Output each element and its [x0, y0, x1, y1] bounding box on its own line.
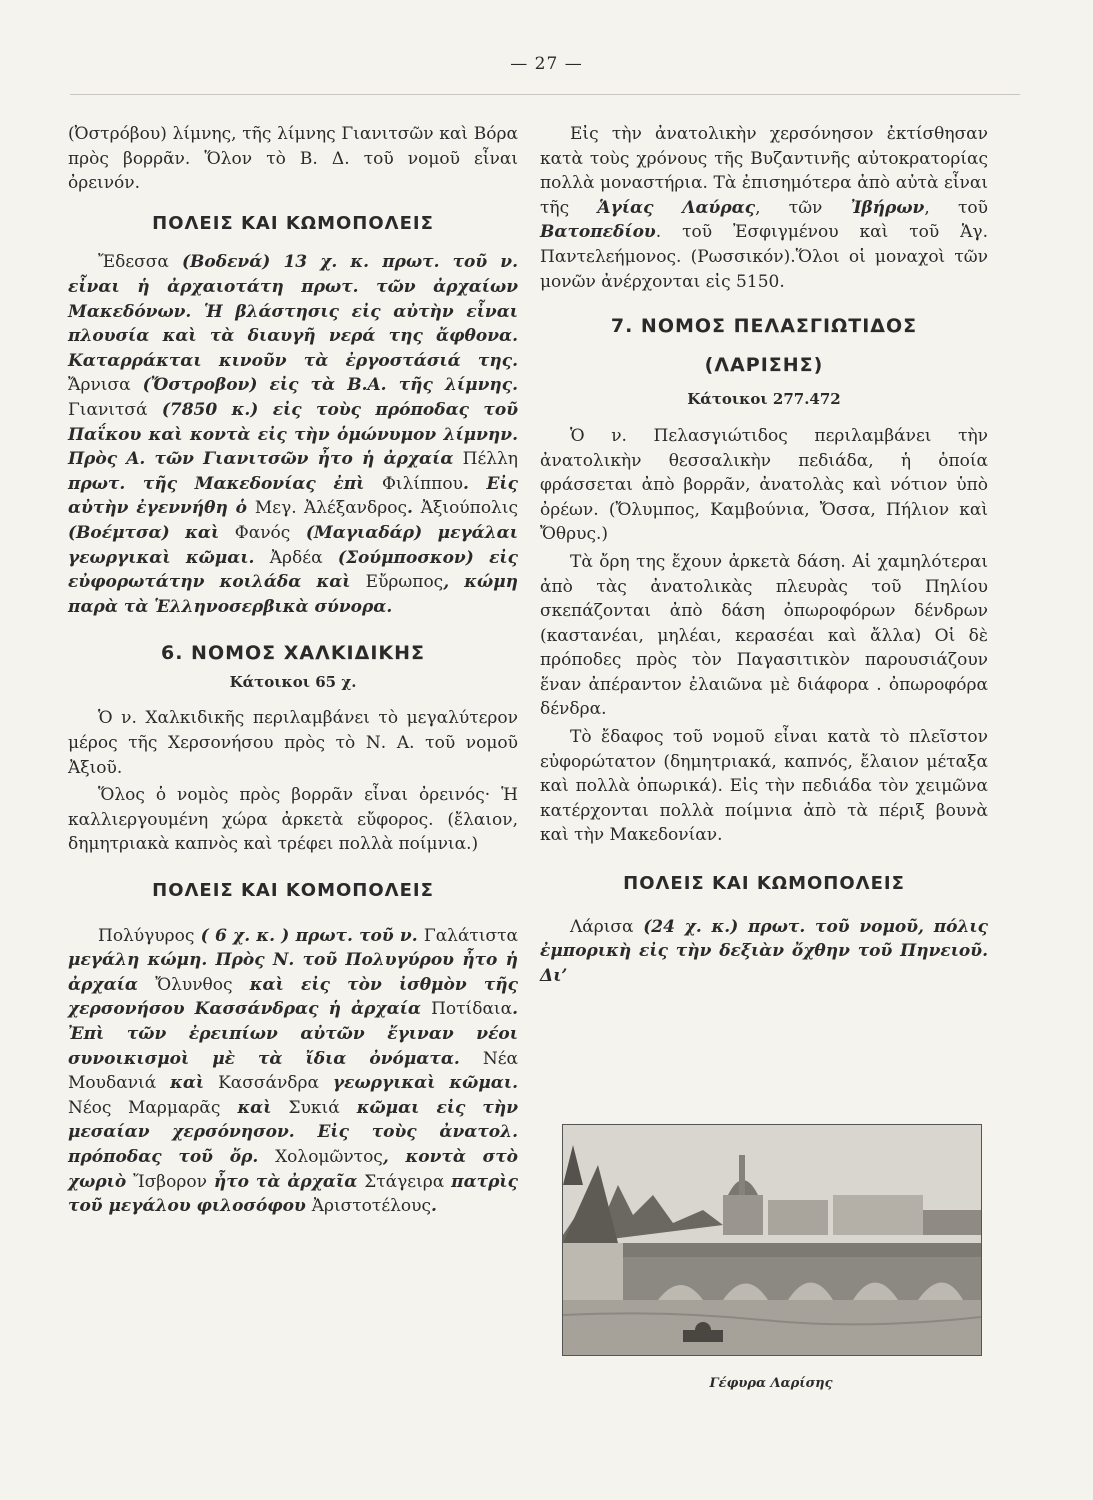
text-run: Μεγ. Ἀλέξανδρος	[254, 498, 407, 519]
text-run: Ἴσβορον	[133, 1171, 207, 1192]
paragraph	[540, 915, 988, 989]
place-name: καὶ εἰς τὸν ἰσθμὸν τῆς χερσονήσου Κασσάνδρας ἡ ἀρχαία	[68, 974, 518, 1020]
text-run: Λάρισα	[570, 916, 634, 937]
place-name: Βατοπεδίου	[540, 222, 656, 243]
place-name: Ἰβήρων	[850, 197, 925, 218]
population-line: Κάτοικοι 65 χ.	[229, 672, 357, 691]
place-name: γεωργικαὶ κῶμαι.	[319, 1073, 518, 1094]
place-name: κῶμαι εἰς τὴν μεσαίαν χερσόνησον. Εἰς τοὺς ἀνατολ. πρόποδας τοῦ ὄρ.	[68, 1097, 519, 1167]
photo-caption: Γέφυρα Λαρίσης	[709, 1376, 833, 1391]
paragraph	[68, 924, 518, 1219]
place-name: ἦτο τὰ ἀρχαῖα	[206, 1171, 365, 1192]
page-number: — 27 —	[510, 54, 583, 74]
place-name: πρωτ. τῆς Μακεδονίας ἐπὶ	[68, 473, 382, 494]
text-run: Ὄλυνθος	[155, 974, 233, 995]
place-name: (Ὄστροβον) εἰς τὰ Β.Α. τῆς λίμνης.	[130, 375, 518, 396]
paragraph	[540, 424, 988, 547]
place-name: , κοντὰ στὸ χωριὸ	[68, 1146, 518, 1192]
paragraph	[68, 783, 518, 857]
place-name: . Ἐπὶ τῶν ἐρειπίων αὐτῶν ἔγιναν νέοι συνοικισμοὶ μὲ τὰ ἴδια ὀνόματα.	[68, 999, 518, 1069]
paragraph	[540, 725, 988, 848]
text-run: Τὸ ἔδαφος τοῦ νομοῦ εἶναι κατὰ τὸ πλεῖστον εὐφορώτατον (δημητριακά, καπνός, ἔλαιον μέταξα καὶ πολλὰ ὀπωρικά). Εἰς τὴν πεδιάδα τὸν χειμῶνα κατέρχονται πολλὰ ποίμνια ἀπὸ τὰ πέριξ βουνὰ καὶ τὴν Μακεδονίαν.	[540, 727, 988, 846]
place-name: ( 6 χ. κ. ) πρωτ. τοῦ ν.	[194, 925, 424, 946]
paragraph	[540, 550, 988, 722]
paragraph	[68, 706, 518, 780]
text-run: Νέος Μαρμαρᾶς	[68, 1097, 221, 1118]
text-run: Ἀξιούπολις	[420, 498, 519, 519]
text-run: Φιλίππου	[381, 473, 463, 494]
text-run: Φανός	[234, 522, 291, 543]
section-heading: ΠΟΛΕΙΣ ΚΑΙ ΚΩΜΟΠΟΛΕΙΣ	[152, 212, 434, 234]
text-run: Ἀρδέα	[269, 547, 323, 568]
bridge-photo	[562, 1124, 982, 1356]
text-run: Συκιά	[288, 1097, 340, 1118]
text-run: Ἔδεσσα	[98, 252, 169, 273]
text-run: Ἀριστοτέλους	[311, 1196, 431, 1217]
place-name: (Μαγιαδάρ) μεγάλαι γεωργικαὶ κῶμαι.	[68, 522, 518, 568]
place-name: καὶ	[156, 1073, 219, 1094]
place-name: , κώμη παρὰ τὰ Ἑλληνοσερβικὰ σύνορα.	[68, 572, 518, 617]
paragraph	[68, 250, 518, 619]
text-run: . τοῦ Ἐσφιγμένου καὶ τοῦ Ἁγ. Παντελεήμονος. (Ρωσσικόν).Ὅλοι οἱ μοναχοὶ τῶν μονῶν ἀνέρχονται εἰς 5150.	[540, 222, 988, 292]
place-name: Ἁγίας Λαύρας	[597, 197, 756, 218]
text-run: Γιανιτσά	[68, 399, 148, 420]
place-name: (Σούμποσκον) εἰς εὐφορωτάτην κοιλάδα καὶ	[68, 547, 518, 593]
place-name: .	[431, 1196, 437, 1217]
population-line: Κάτοικοι 277.472	[687, 390, 841, 409]
paragraph	[68, 122, 518, 196]
text-run: Εἰς τὴν ἀνατολικὴν χερσόνησον ἐκτίσθησαν κατὰ τοὺς χρόνους τῆς Βυζαντινῆς αὐτοκρατορίας πολλὰ μοναστήρια. Τὰ ἐπισημότερα ἀπὸ αὐτὰ εἶναι τῆς	[540, 124, 988, 218]
prefecture-subheading: (ΛΑΡΙΣΗΣ)	[704, 353, 824, 376]
place-name: (7850 κ.) εἰς τοὺς πρόποδας τοῦ Παΐκου καὶ κοντὰ εἰς τὴν ὁμώνυμον λίμνην. Πρὸς Α. τῶν Γιανιτσῶν ἦτο ἡ ἀρχαία	[68, 399, 518, 470]
text-run: Πολύγυρος	[98, 925, 195, 946]
text-run: , τῶν	[755, 197, 851, 218]
place-name: . Εἰς αὐτὴν ἐγεννήθη ὁ	[68, 473, 518, 519]
text-run: Εὔρωπος	[365, 572, 444, 593]
place-name: (Βοδενά) 13 χ. κ. πρωτ. τοῦ ν. εἶναι ἡ ἀρχαιοτάτη πρωτ. τῶν ἀρχαίων Μακεδόνων. Ἡ βλάστησις εἰς αὐτὴν εἶναι πλουσία καὶ τὰ διαυγῆ νερά της ἄφθονα. Καταρράκται κινοῦν τὰ ἐργοστάσιά της.	[68, 252, 518, 371]
place-name: (Βοέμτσα) καὶ	[68, 522, 235, 543]
text-run: Πέλλη	[462, 449, 518, 470]
paragraph	[540, 122, 988, 294]
section-heading: ΠΟΛΕΙΣ ΚΑΙ ΚΩΜΟΠΟΛΕΙΣ	[623, 873, 905, 895]
text-run: , τοῦ	[924, 197, 988, 218]
place-name: πατρὶς τοῦ μεγάλου φιλοσόφου	[68, 1171, 518, 1217]
text-run: Νέα Μουδανιά	[68, 1048, 518, 1094]
text-run: Ὅλος ὁ νομὸς πρὸς βορρᾶν εἶναι ὀρεινός· Ἡ καλλιεργουμένη χώρα ἀρκετὰ εὔφορος. (ἔλαιον, δημητριακὰ καπνὸς καὶ τρέφει πολλὰ ποίμνια.)	[68, 785, 518, 855]
text-run: Γαλάτιστα	[423, 925, 518, 946]
place-name: καὶ	[220, 1097, 289, 1118]
bridge-image	[563, 1125, 981, 1355]
place-name: .	[407, 498, 421, 519]
text-run: (Ὀστρόβου) λίμνης, τῆς λίμνης Γιανιτσῶν καὶ Βόρα πρὸς βορρᾶν. Ὅλον τὸ Β. Δ. τοῦ νομοῦ εἶναι ὀρεινόν.	[68, 124, 518, 194]
text-run: Ὁ ν. Χαλκιδικῆς περιλαμβάνει τὸ μεγαλύτερον μέρος τῆς Χερσονήσου πρὸς τὸ Ν. Α. τοῦ νομοῦ Ἀξιοῦ.	[68, 708, 518, 778]
text-run: Τὰ ὄρη της ἔχουν ἀρκετὰ δάση. Αἱ χαμηλότεραι ἀπὸ τὰς ἀνατολικὰς πλευρὰς τοῦ Πηλίου σκεπάζονται ἀπὸ δάση ὀπωροφόρων δένδρων (καστανέαι, μηλέαι, κερασέαι καὶ ἄλλα) Οἱ δὲ πρόποδες πρὸς τὸν Παγασιτικὸν παρουσιάζουν ἕναν ἀπέραντον ἐλαιῶνα μὲ διάφορα . ὀπωροφόρα δένδρα.	[540, 551, 988, 720]
text-run: Ἄρνισα	[68, 375, 131, 396]
text-run: Ποτίδαια	[431, 999, 513, 1020]
left-column	[68, 122, 518, 1222]
place-name: (24 χ. κ.) πρωτ. τοῦ νομοῦ, πόλις ἐμπορικὴ εἰς τὴν δεξιὰν ὄχθην τοῦ Πηνειοῦ. Δι’	[540, 916, 988, 986]
section-heading: ΠΟΛΕΙΣ ΚΑΙ ΚΟΜΟΠΟΛΕΙΣ	[152, 880, 434, 902]
text-run: Ὁ ν. Πελασγιώτιδος περιλαμβάνει τὴν ἀνατολικὴν θεσσαλικὴν πεδιάδα, ἡ ὁποία φράσσεται ἀπὸ βορρᾶν, ἀνατολὰς καὶ νότιον ὑπὸ ὀρέων. (Ὄλυμπος, Καμβούνια, Ὄσσα, Πήλιον καὶ Ὄθρυς.)	[540, 425, 988, 545]
header-rule	[70, 94, 1020, 95]
place-name: μεγάλη κώμη. Πρὸς Ν. τοῦ Πολυγύρου ἦτο ἡ ἀρχαία	[68, 950, 518, 995]
right-column	[540, 122, 988, 991]
text-run: Κασσάνδρα	[218, 1073, 319, 1094]
text-run: Στάγειρα	[364, 1171, 445, 1192]
text-run: Χολομῶντος	[275, 1146, 383, 1167]
prefecture-heading: 7. ΝΟΜΟΣ ΠΕΛΑΣΓΙΩΤΙΔΟΣ	[610, 315, 918, 338]
prefecture-heading: 6. ΝΟΜΟΣ ΧΑΛΚΙΔΙΚΗΣ	[161, 642, 425, 665]
